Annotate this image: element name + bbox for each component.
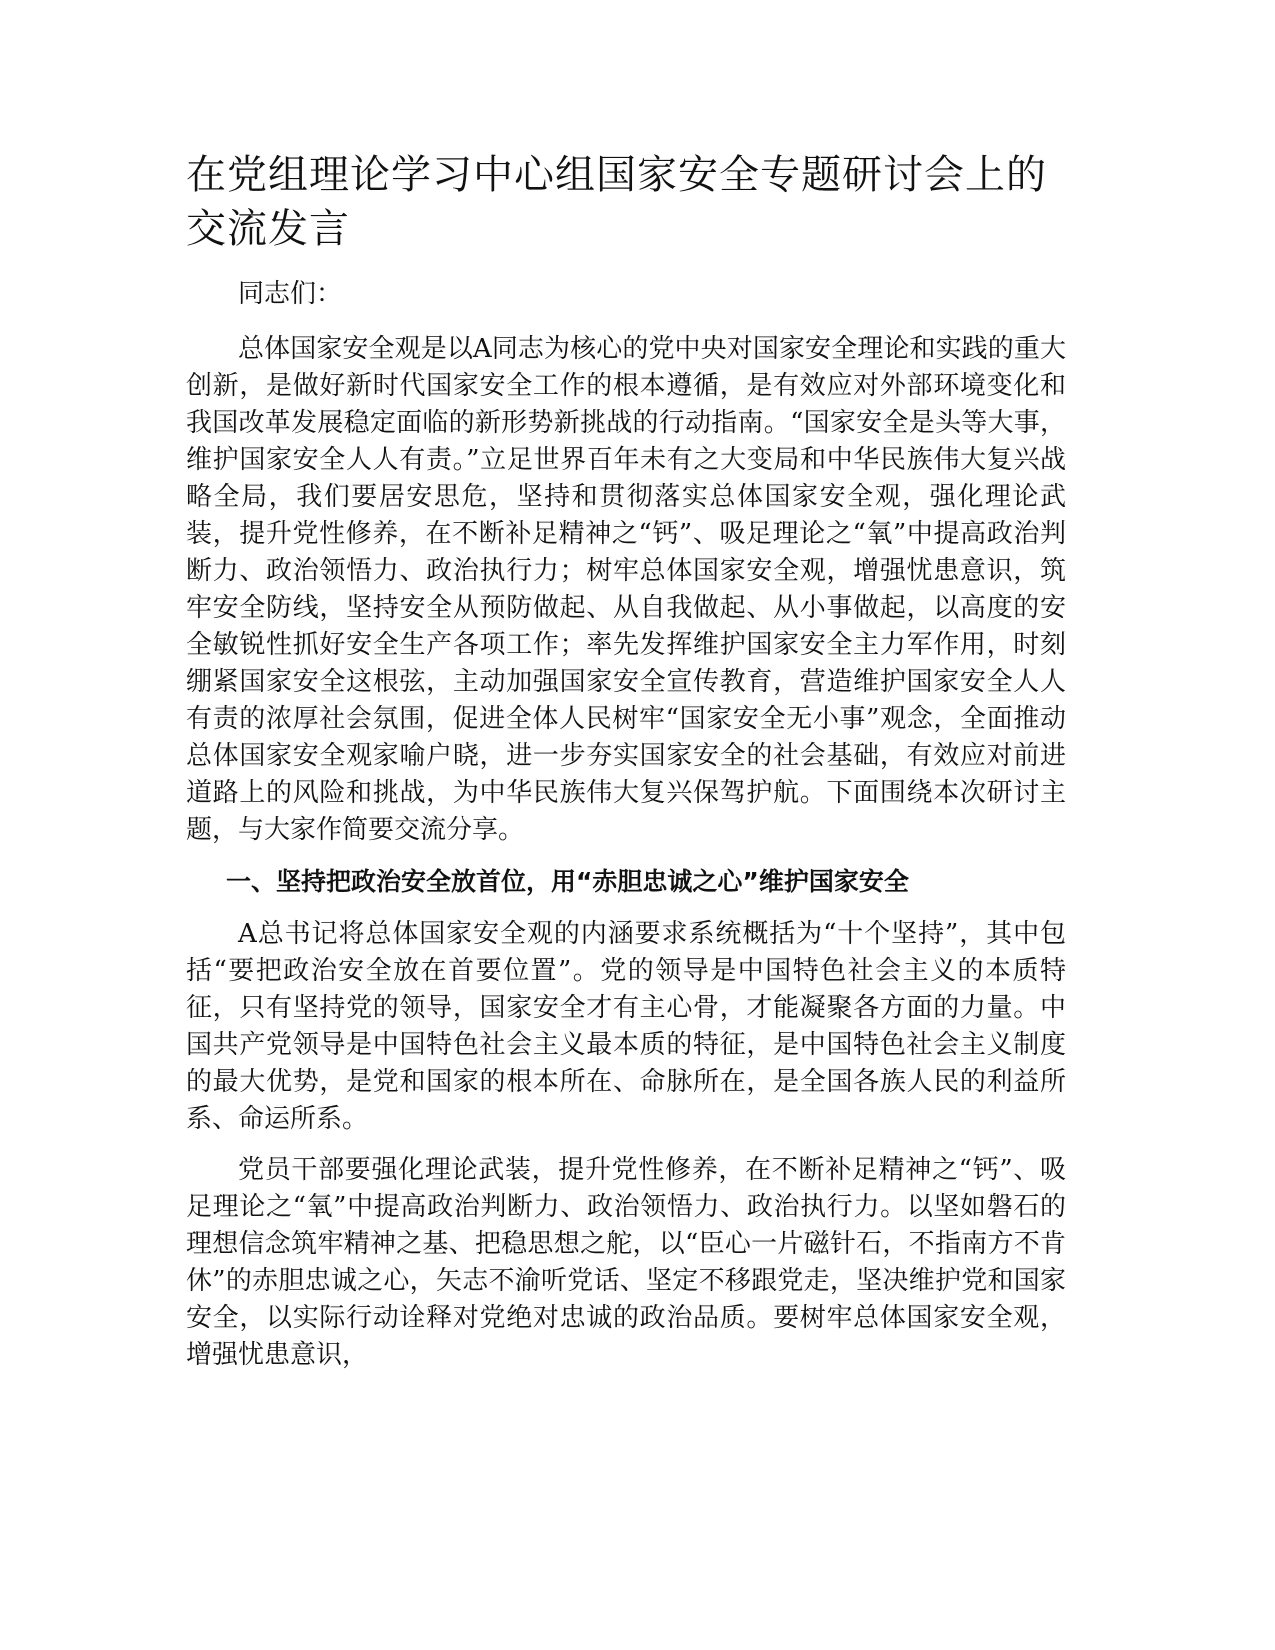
section-heading-1: 一、坚持把政治安全放首位，用“赤胆忠诚之心”维护国家安全 [226, 867, 909, 896]
document-title: 在党组理论学习中心组国家安全专题研讨会上的交流发言 [186, 152, 1047, 252]
section-1-paragraph-2: 党员干部要强化理论武装，提升党性修养，在不断补足精神之“钙”、吸足理论之“氧”中提高政治判断力、政治领悟力、政治执行力。以坚如磐石的理想信念筑牢精神之基、把稳思想之舵，以“臣心一片磁针石，不指南方不肯休”的赤胆忠诚之心，矢志不渝听党话、坚定不移跟党走，坚决维护党和国家安全，以实际行动诠释对党绝对忠诚的政治品质。要树牢总体国家安全观，增强忧患意识， [186, 1155, 1066, 1370]
intro-paragraph: 总体国家安全观是以A同志为核心的党中央对国家安全理论和实践的重大创新，是做好新时代国家安全工作的根本遵循，是有效应对外部环境变化和我国改革发展稳定面临的新形势新挑战的行动指南。“国家安全是头等大事，维护国家安全人人有责。”立足世界百年未有之大变局和中华民族伟大复兴战略全局，我们要居安思危，坚持和贯彻落实总体国家安全观，强化理论武装，提升党性修养，在不断补足精神之“钙”、吸足理论之“氧”中提高政治判断力、政治领悟力、政治执行力；树牢总体国家安全观，增强忧患意识，筑牢安全防线，坚持安全从预防做起、从自我做起、从小事做起，以高度的安全敏锐性抓好安全生产各项工作；率先发挥维护国家安全主力军作用，时刻绷紧国家安全这根弦，主动加强国家安全宣传教育，营造维护国家安全人人有责的浓厚社会氛围，促进全体人民树牢“国家安全无小事”观念，全面推动总体国家安全观家喻户晓，进一步夯实国家安全的社会基础，有效应对前进道路上的风险和挑战，为中华民族伟大复兴保驾护航。下面围绕本次研讨主题，与大家作简要交流分享。 [186, 334, 1066, 845]
salutation: 同志们： [238, 279, 343, 309]
section-1-paragraph-1: A总书记将总体国家安全观的内涵要求系统概括为“十个坚持”，其中包括“要把政治安全放在首要位置”。党的领导是中国特色社会主义的本质特征，只有坚持党的领导，国家安全才有主心骨，才能凝聚各方面的力量。中国共产党领导是中国特色社会主义最本质的特征，是中国特色社会主义制度的最大优势，是党和国家的根本所在、命脉所在，是全国各族人民的利益所系、命运所系。 [186, 919, 1066, 1134]
document-body [186, 148, 1066, 1388]
